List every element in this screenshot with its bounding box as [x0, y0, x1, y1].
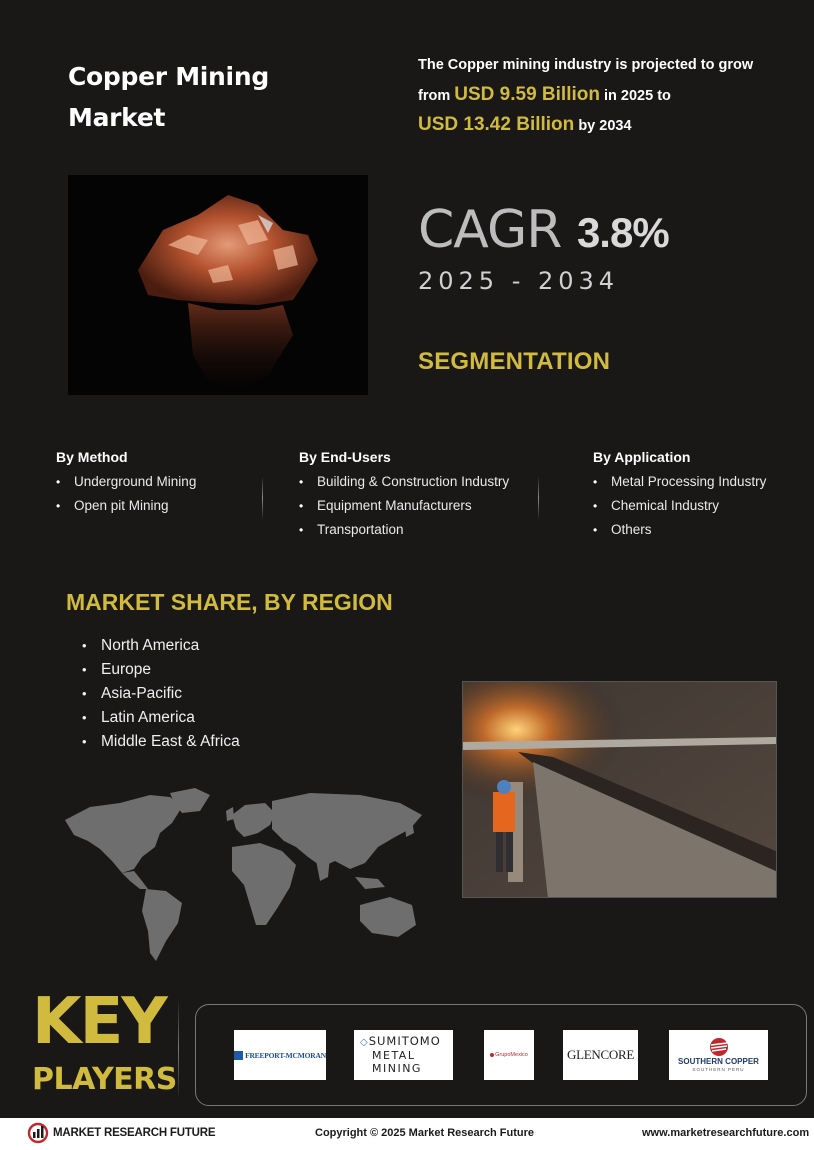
growth-start-value: USD 9.59 Billion — [454, 84, 600, 105]
column-divider — [262, 476, 263, 520]
title-line-2: Market — [68, 103, 166, 132]
segment-item: • Metal Processing Industry — [593, 470, 766, 494]
cagr-block — [418, 198, 798, 295]
world-map — [60, 785, 430, 970]
growth-line-2 — [418, 80, 798, 110]
glencore-logo-text: GLENCORE — [567, 1047, 634, 1062]
copper-ore-photo — [68, 175, 368, 395]
region-item: • Europe — [82, 658, 240, 682]
segment-heading: By End-Users — [299, 449, 391, 465]
region-item: • North America — [82, 634, 240, 658]
segment-heading: By Method — [56, 449, 128, 465]
segment-by-method — [56, 446, 196, 518]
growth-statement — [418, 50, 798, 140]
region-list — [82, 634, 240, 754]
mining-conveyor-photo — [462, 681, 777, 898]
freeport-logo-text: FREEPORT-MCMORAN — [245, 1050, 326, 1060]
sumitomo-metal-mining-logo — [354, 1030, 453, 1080]
key-players-word-2: PLAYERS — [32, 1062, 177, 1097]
segment-heading: By Application — [593, 449, 691, 465]
segment-list — [299, 470, 509, 542]
mrfr-logo-icon — [27, 1122, 49, 1144]
growth-in-year: in 2025 to — [604, 88, 671, 104]
southern-copper-logo — [669, 1030, 768, 1080]
freeport-mcmoran-logo — [234, 1030, 326, 1080]
segment-item: • Transportation — [299, 518, 509, 542]
footer-brand-text: MARKET RESEARCH FUTURE — [53, 1127, 216, 1139]
region-item: • Latin America — [82, 706, 240, 730]
key-players-divider — [178, 998, 179, 1100]
sumitomo-line-1: ◇SUMITOMO — [360, 1034, 441, 1048]
segment-by-end-users — [299, 446, 509, 542]
grupo-mexico-logo — [484, 1030, 534, 1080]
segment-list — [56, 470, 196, 518]
column-divider — [538, 476, 539, 520]
growth-end-value: USD 13.42 Billion — [418, 114, 575, 135]
segment-by-application — [593, 446, 766, 542]
growth-line-3 — [418, 110, 798, 140]
freeport-mark-icon — [234, 1051, 243, 1060]
footer-copyright: Copyright © 2025 Market Research Future — [315, 1127, 535, 1139]
grupo-mexico-logo-text: GrupoMexico — [495, 1052, 528, 1058]
footer-url-link[interactable]: www.marketresearchfuture.com — [642, 1127, 810, 1139]
growth-line-1: The Copper mining industry is projected to grow — [418, 57, 754, 73]
key-players-word-1: KEY — [32, 985, 166, 1059]
segment-item: • Open pit Mining — [56, 494, 196, 518]
title-line-1: Copper Mining — [68, 62, 269, 91]
segment-item: • Equipment Manufacturers — [299, 494, 509, 518]
cagr-value: 3.8% — [576, 209, 669, 256]
segmentation-title: SEGMENTATION — [418, 348, 611, 375]
segment-item: • Others — [593, 518, 766, 542]
segment-item: • Chemical Industry — [593, 494, 766, 518]
sumitomo-line-3: MINING — [372, 1062, 422, 1075]
region-title: MARKET SHARE, BY REGION — [66, 589, 393, 615]
cagr-line — [418, 198, 798, 265]
report-title — [68, 56, 328, 138]
sumitomo-diamond-icon: ◇ — [360, 1037, 369, 1048]
cagr-years: 2025 - 2034 — [418, 267, 620, 295]
footer-brand — [27, 1122, 215, 1144]
segment-item: • Underground Mining — [56, 470, 196, 494]
glencore-logo — [563, 1030, 638, 1080]
segment-item: • Building & Construction Industry — [299, 470, 509, 494]
southern-copper-mark-icon — [708, 1037, 730, 1057]
southern-peru-logo-text: SOUTHERN PERU — [692, 1067, 745, 1072]
region-item: • Middle East & Africa — [82, 730, 240, 754]
southern-copper-logo-text: SOUTHERN COPPER — [678, 1057, 759, 1066]
growth-by-year: by 2034 — [578, 118, 632, 134]
growth-from: from — [418, 88, 451, 104]
region-item: • Asia-Pacific — [82, 682, 240, 706]
sumitomo-line-2: METAL — [372, 1049, 416, 1062]
segment-list — [593, 470, 766, 542]
cagr-label: CAGR — [418, 200, 562, 260]
grupo-mexico-mark-icon — [490, 1053, 494, 1057]
